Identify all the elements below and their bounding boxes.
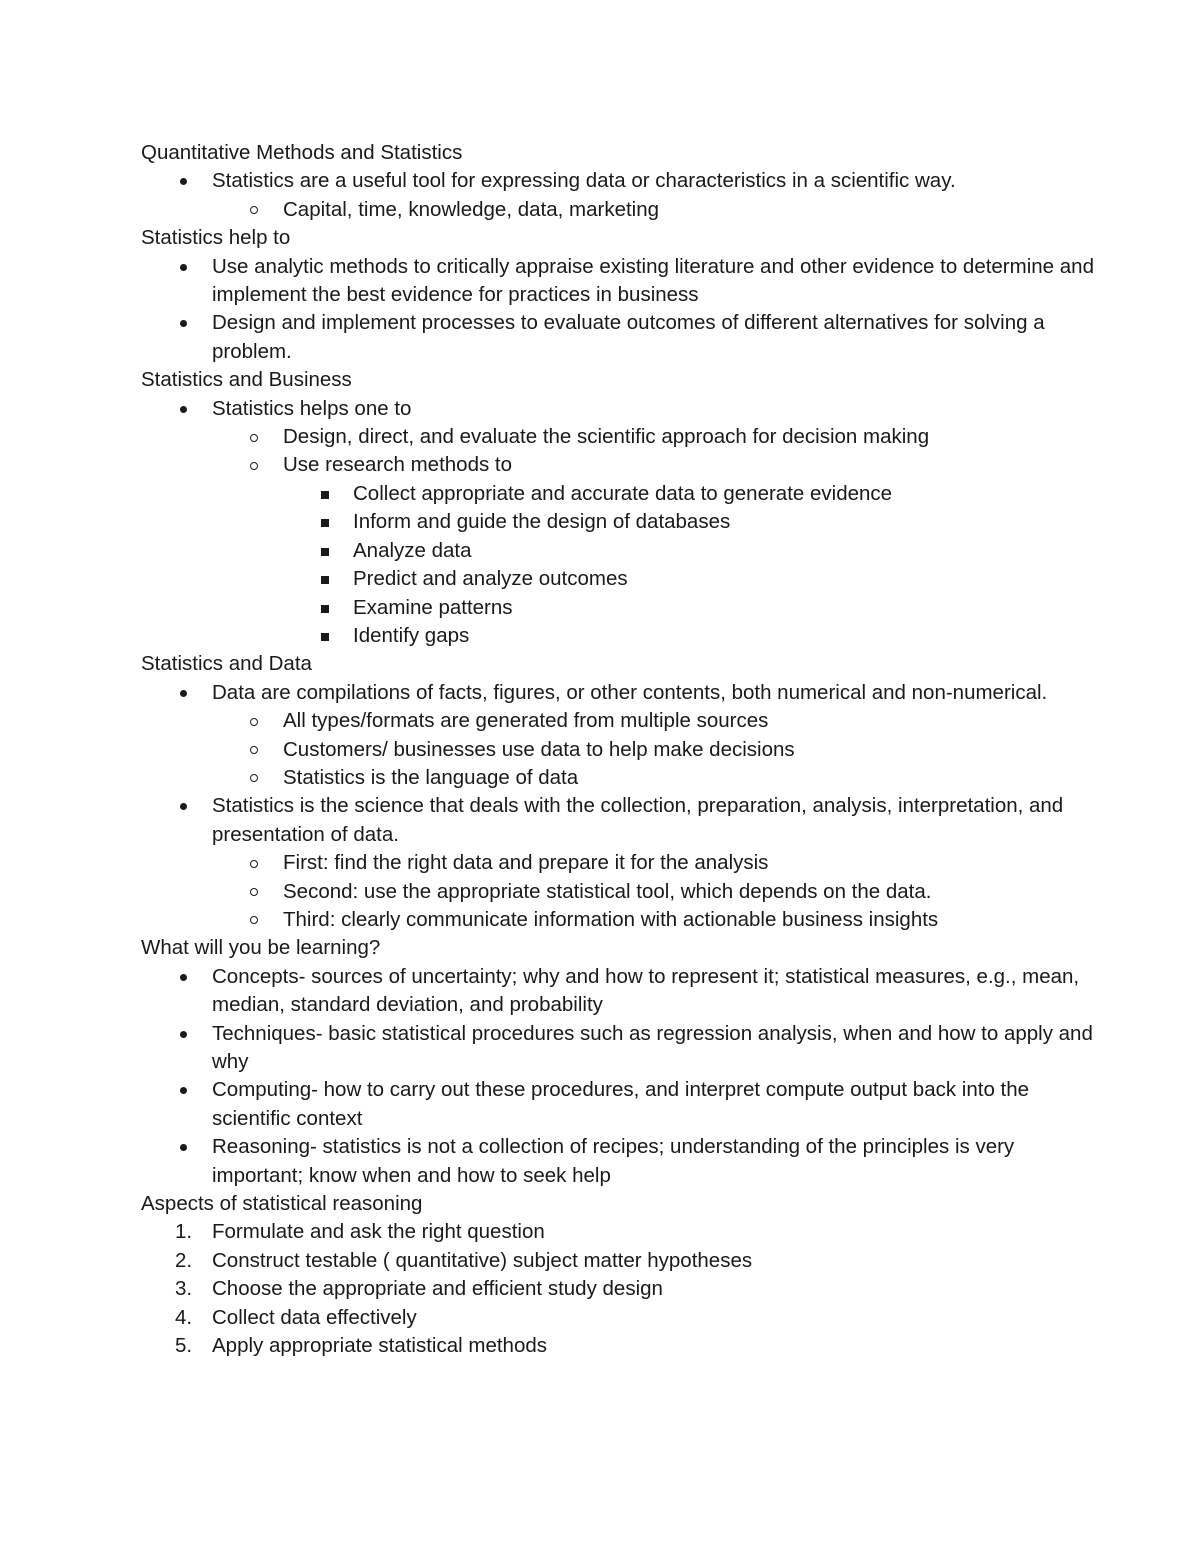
list-item xyxy=(141,679,1101,707)
section-heading: Aspects of statistical reasoning xyxy=(141,1192,423,1216)
list-item-text: Capital, time, knowledge, data, marketing xyxy=(283,197,660,221)
bullet-disc-icon xyxy=(180,690,187,697)
bullet-disc-icon xyxy=(180,1031,187,1038)
list-item-text: Second: use the appropriate statistical tool, which depends on the data. xyxy=(283,879,932,903)
list-item-text: Identify gaps xyxy=(353,623,470,647)
bullet-disc-icon xyxy=(180,406,187,413)
list-item-text: All types/formats are generated from multiple sources xyxy=(283,709,769,733)
list-item-text: Choose the appropriate and efficient study design xyxy=(212,1277,663,1301)
list-item-text: Examine patterns xyxy=(353,595,513,619)
list-item-text: Customers/ businesses use data to help make decisions xyxy=(283,737,795,761)
list-item-text: Use analytic methods to critically appraise existing literature and other evidence to determine and implement the best evidence for practices in business xyxy=(212,254,1094,307)
section-heading: Statistics and Data xyxy=(141,652,312,676)
list-number: 5. xyxy=(175,1334,193,1358)
list-item xyxy=(141,878,1101,906)
list-item-text: Concepts- sources of uncertainty; why and how to represent it; statistical measures, e.g., mean, median, standard deviation, and probability xyxy=(212,964,1080,1017)
list-item xyxy=(141,309,1101,366)
list-item xyxy=(141,1275,1101,1303)
list-item-text: Techniques- basic statistical procedures such as regression analysis, when and how to apply and why xyxy=(212,1021,1093,1073)
bullet-disc-icon xyxy=(180,803,187,810)
list-item xyxy=(141,963,1101,1020)
section-heading: Statistics and Business xyxy=(141,368,352,392)
list-item-text: Construct testable ( quantitative) subject matter hypotheses xyxy=(212,1248,753,1272)
bullet-disc-icon xyxy=(180,1144,187,1151)
bullet-square-icon xyxy=(321,491,329,499)
bullet-square-icon xyxy=(321,633,329,641)
list-item xyxy=(141,167,1101,195)
list-number: 3. xyxy=(175,1277,193,1301)
list-item xyxy=(141,1020,1101,1077)
bullet-list xyxy=(141,395,1101,651)
bullet-circle-icon xyxy=(250,888,258,896)
list-item xyxy=(141,594,1101,622)
list-item xyxy=(141,1304,1101,1332)
list-item xyxy=(141,451,1101,479)
list-item xyxy=(141,565,1101,593)
bullet-circle-icon xyxy=(250,774,258,782)
list-item xyxy=(141,253,1101,310)
list-item-text: Analyze data xyxy=(353,538,472,562)
list-item-text: Statistics is the science that deals with the collection, preparation, analysis, interpretation, and presentation of data. xyxy=(212,794,1064,846)
list-item xyxy=(141,707,1101,735)
bullet-disc-icon xyxy=(180,1087,187,1094)
bullet-disc-icon xyxy=(180,264,187,271)
list-item xyxy=(141,423,1101,451)
list-item-text: Use research methods to xyxy=(283,453,513,477)
list-item-text: Formulate and ask the right question xyxy=(212,1220,545,1244)
bullet-circle-icon xyxy=(250,718,258,726)
bullet-circle-icon xyxy=(250,746,258,754)
list-item xyxy=(141,508,1101,536)
list-item-text: First: find the right data and prepare it for the analysis xyxy=(283,851,769,875)
list-number: 2. xyxy=(175,1248,193,1272)
list-item xyxy=(141,537,1101,565)
list-item-text: Apply appropriate statistical methods xyxy=(212,1334,548,1358)
list-item xyxy=(141,764,1101,792)
bullet-circle-icon xyxy=(250,916,258,924)
list-item xyxy=(141,849,1101,877)
list-item-text: Design, direct, and evaluate the scientific approach for decision making xyxy=(283,425,930,449)
list-item xyxy=(141,736,1101,764)
list-item-text: Reasoning- statistics is not a collection of recipes; understanding of the principles is very important; know when and how to seek help xyxy=(212,1135,1015,1187)
list-item-text: Collect appropriate and accurate data to generate evidence xyxy=(353,481,893,505)
bullet-square-icon xyxy=(321,548,329,556)
bullet-square-icon xyxy=(321,605,329,613)
bullet-list xyxy=(141,253,1101,367)
document-body xyxy=(141,139,1101,1360)
list-item-text: Statistics is the language of data xyxy=(283,765,579,789)
list-item-text: Inform and guide the design of databases xyxy=(353,510,731,534)
numbered-list xyxy=(141,1218,1101,1360)
bullet-circle-icon xyxy=(250,462,258,470)
list-item-text: Design and implement processes to evaluate outcomes of different alternatives for solving a problem. xyxy=(212,311,1045,363)
list-number: 4. xyxy=(175,1305,193,1329)
bullet-circle-icon xyxy=(250,434,258,442)
list-item xyxy=(141,1218,1101,1246)
bullet-disc-icon xyxy=(180,178,187,185)
section-heading: Quantitative Methods and Statistics xyxy=(141,141,463,164)
section-heading: What will you be learning? xyxy=(141,936,381,960)
bullet-disc-icon xyxy=(180,320,187,327)
list-number: 1. xyxy=(175,1220,193,1244)
bullet-disc-icon xyxy=(180,974,187,981)
bullet-circle-icon xyxy=(250,860,258,868)
bullet-square-icon xyxy=(321,519,329,527)
list-item-text: Collect data effectively xyxy=(212,1305,417,1329)
list-item xyxy=(141,1247,1101,1275)
list-item xyxy=(141,906,1101,934)
list-item xyxy=(141,480,1101,508)
bullet-circle-icon xyxy=(250,206,258,214)
list-item xyxy=(141,1076,1101,1133)
bullet-list xyxy=(141,963,1101,1190)
list-item xyxy=(141,1332,1101,1360)
list-item xyxy=(141,395,1101,423)
list-item-text: Statistics helps one to xyxy=(212,396,412,420)
list-item xyxy=(141,1133,1101,1190)
list-item-text: Data are compilations of facts, figures, or other contents, both numerical and non-numerical. xyxy=(212,680,1048,704)
list-item xyxy=(141,196,1101,224)
list-item xyxy=(141,792,1101,849)
list-item-text: Statistics are a useful tool for expressing data or characteristics in a scientific way. xyxy=(212,169,956,193)
bullet-list xyxy=(141,167,1101,224)
list-item-text: Computing- how to carry out these procedures, and interpret compute output back into the scientific context xyxy=(212,1078,1030,1130)
section-heading: Statistics help to xyxy=(141,226,291,250)
bullet-square-icon xyxy=(321,576,329,584)
list-item-text: Third: clearly communicate information with actionable business insights xyxy=(283,907,939,931)
list-item-text: Predict and analyze outcomes xyxy=(353,567,628,591)
list-item xyxy=(141,622,1101,650)
bullet-list xyxy=(141,679,1101,935)
